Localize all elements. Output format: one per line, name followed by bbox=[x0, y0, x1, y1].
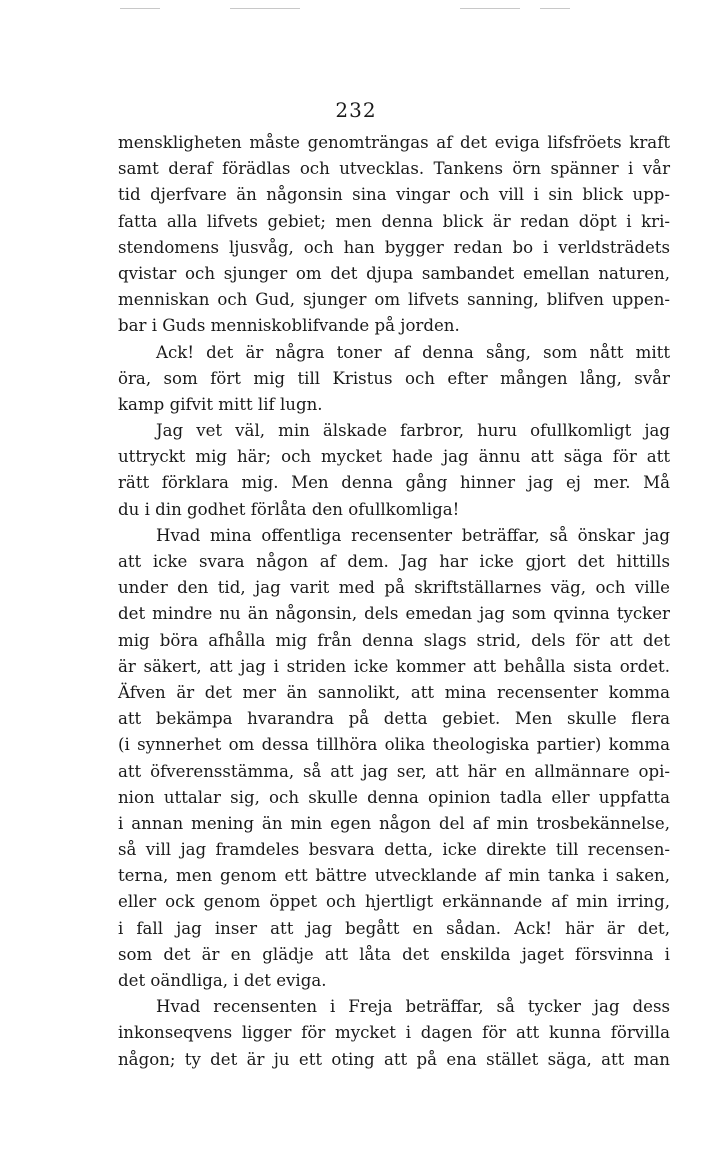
text-line: att öfverensstämma, så att jag ser, att här en allmännare opi- bbox=[118, 761, 670, 781]
text-line: fatta alla lifvets gebiet; men denna blick är redan döpt i kri- bbox=[118, 211, 670, 231]
page-number: 232 bbox=[335, 98, 377, 122]
text-line: i annan mening än min egen någon del af min trosbekännelse, bbox=[118, 813, 670, 833]
text-line: tid djerfvare än någonsin sina vingar och vill i sin blick upp- bbox=[118, 185, 670, 205]
text-line: (i synnerhet om dessa tillhöra olika theologiska partier) komma bbox=[118, 735, 670, 755]
text-line: kamp gifvit mitt lif lugn. bbox=[118, 394, 323, 414]
text-line: qvistar och sjunger om det djupa sambandet emellan naturen, bbox=[118, 263, 670, 283]
text-line: stendomens ljusvåg, och han bygger redan bo i verldsträdets bbox=[118, 237, 670, 257]
text-line: under den tid, jag varit med på skriftställarnes väg, och ville bbox=[118, 578, 670, 598]
text-line: Hvad recensenten i Freja beträffar, så tycker jag dess bbox=[156, 997, 670, 1017]
text-line: uttryckt mig här; och mycket hade jag ännu att säga för att bbox=[118, 447, 670, 467]
text-line: du i din godhet förlåta den ofullkomliga! bbox=[118, 499, 460, 519]
text-line: det oändliga, i det eviga. bbox=[118, 971, 327, 990]
text-line: rätt förklara mig. Men denna gång hinner jag ej mer. Må bbox=[118, 473, 670, 493]
text-line: eller ock genom öppet och hjertligt erkännande af min irring, bbox=[118, 892, 670, 912]
text-line: att icke svara någon af dem. Jag har icke gjort det hittills bbox=[118, 552, 670, 571]
text-line: att bekämpa hvarandra på detta gebiet. Men skulle flera bbox=[118, 709, 670, 729]
text-line: bar i Guds menniskoblifvande på jorden. bbox=[118, 316, 460, 336]
text-line: Äfven är det mer än sannolikt, att mina recensenter komma bbox=[118, 682, 670, 702]
text-line: samt deraf förädlas och utvecklas. Tankens örn spänner i vår bbox=[118, 159, 670, 179]
text-line: som det är en glädje att låta det enskilda jaget försvinna i bbox=[118, 944, 670, 964]
text-line: så vill jag framdeles besvara detta, icke direkte till recensen- bbox=[118, 840, 670, 860]
text-line: menskligheten måste genomträngas af det eviga lifsfröets kraft bbox=[118, 133, 670, 152]
text-line: öra, som fört mig till Kristus och efter mången lång, svår bbox=[118, 368, 670, 388]
text-line: det mindre nu än någonsin, dels emedan jag som qvinna tycker bbox=[118, 604, 670, 624]
text-line: inkonseqvens ligger för mycket i dagen för att kunna förvilla bbox=[118, 1023, 670, 1043]
text-line: i fall jag inser att jag begått en sådan. Ack! här är det, bbox=[118, 918, 670, 938]
body-text bbox=[118, 130, 670, 1073]
text-line: Jag vet väl, min älskade farbror, huru ofullkomligt jag bbox=[156, 421, 670, 441]
text-line: är säkert, att jag i striden icke kommer att behålla sista ordet. bbox=[118, 656, 670, 676]
text-line: Ack! det är några toner af denna sång, som nått mitt bbox=[156, 342, 670, 362]
scan-edge-marks bbox=[0, 8, 712, 14]
text-line: mig böra afhålla mig från denna slags strid, dels för att det bbox=[118, 630, 670, 650]
text-line: någon; ty det är ju ett oting att på ena stället säga, att man bbox=[118, 1049, 670, 1069]
text-line: terna, men genom ett bättre utvecklande af min tanka i saken, bbox=[118, 866, 670, 886]
text-line: nion uttalar sig, och skulle denna opinion tadla eller uppfatta bbox=[118, 787, 670, 807]
text-line: Hvad mina offentliga recensenter beträffar, så önskar jag bbox=[156, 525, 670, 545]
text-line: menniskan och Gud, sjunger om lifvets sanning, blifven uppen- bbox=[118, 290, 670, 310]
